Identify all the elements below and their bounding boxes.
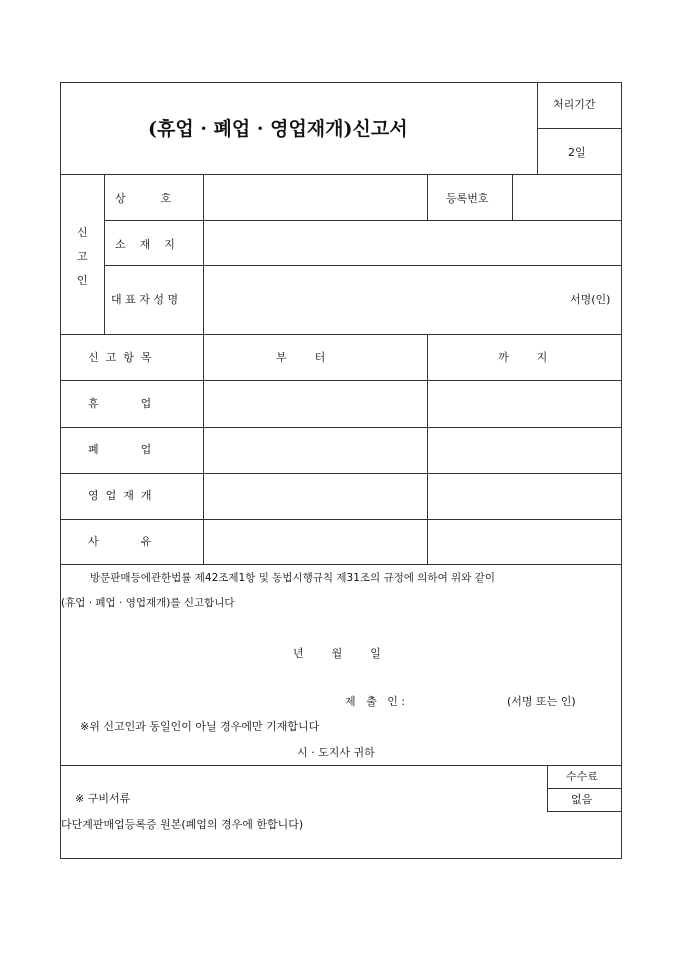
note-text: ※위 신고인과 동일인이 아닐 경우에만 기재합니다	[80, 720, 320, 733]
trade-name-label: 상 호	[115, 192, 172, 205]
reporter-char: 인	[77, 274, 88, 287]
registration-no-label: 등록번호	[446, 192, 489, 205]
form-title: (휴업 · 폐업 · 영업재개)신고서	[148, 118, 408, 140]
submitter-sign: (서명 또는 인)	[507, 695, 576, 708]
reason-to-field[interactable]	[429, 521, 619, 562]
reporter-char: 고	[77, 250, 88, 263]
trade-name-field[interactable]	[205, 176, 425, 218]
statement-line-2: (휴업 · 폐업 · 영업재개)를 신고합니다	[61, 597, 235, 609]
shutdown-from-field[interactable]	[205, 429, 425, 471]
required-documents-label: ※ 구비서류	[75, 792, 131, 805]
resume-from-field[interactable]	[205, 475, 425, 517]
items-header-label: 신 고 항 목	[88, 351, 152, 364]
closure-to-field[interactable]	[429, 382, 619, 425]
registration-no-field[interactable]	[514, 176, 619, 218]
date-line: 년 월 일	[293, 647, 381, 660]
item-row-label: 휴 업	[88, 397, 152, 410]
reason-from-field[interactable]	[205, 521, 425, 562]
shutdown-to-field[interactable]	[429, 429, 619, 471]
processing-period-label: 처리기간	[553, 98, 596, 111]
signature-mark: 서명(인)	[570, 293, 611, 306]
representative-label: 대 표 자 성 명	[111, 293, 179, 306]
item-row-label: 사 유	[88, 535, 152, 548]
item-row-label: 폐 업	[88, 443, 152, 456]
location-label: 소 재 지	[115, 238, 175, 251]
items-header-from: 부 터	[276, 351, 326, 364]
items-header-to: 까 지	[498, 351, 548, 364]
closure-from-field[interactable]	[205, 382, 425, 425]
location-field[interactable]	[205, 222, 619, 263]
item-row-label: 영 업 재 개	[88, 489, 152, 502]
statement-line-1: 방문판매등에관한법률 제42조제1항 및 동법시행규칙 제31조의 규정에 의하여 위와 같이	[90, 572, 495, 584]
fee-value: 없음	[571, 793, 593, 806]
fee-label: 수수료	[566, 770, 598, 783]
reporter-char: 신	[77, 226, 88, 239]
submitter-field[interactable]	[425, 692, 500, 710]
representative-field[interactable]	[205, 267, 565, 332]
submitter-label: 제 출 인 :	[345, 695, 406, 708]
resume-to-field[interactable]	[429, 475, 619, 517]
addressee: 시 · 도지사 귀하	[297, 746, 375, 759]
required-document-item: 다단계판매업등록증 원본(폐업의 경우에 한합니다)	[61, 818, 304, 831]
processing-period-value: 2일	[568, 146, 586, 159]
